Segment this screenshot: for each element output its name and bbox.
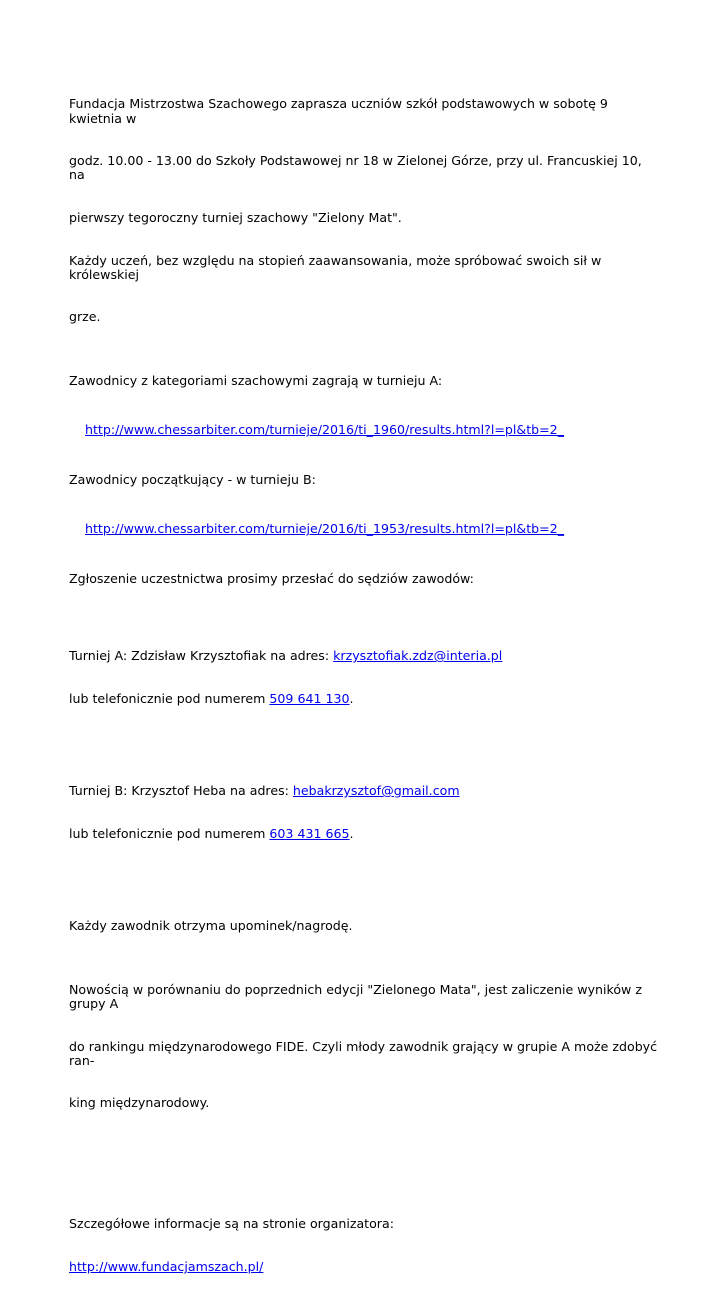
intro-line: pierwszy tegoroczny turniej szachowy "Zielony Mat". — [69, 210, 402, 226]
contact-b-email-line — [69, 784, 659, 798]
details-text: Szczegółowe informacje są na stronie organizatora: — [69, 1216, 394, 1232]
details-link-line — [69, 1260, 659, 1274]
document-page — [69, 69, 662, 1303]
contact-b-phone-suffix: . — [349, 825, 354, 841]
contact-b-phone-link[interactable]: 603 431 665 — [269, 825, 350, 841]
contact-b-phone-prefix: lub telefonicznie pod numerem — [69, 825, 270, 841]
tournament-a-intro: Zawodnicy z kategoriami szachowymi zagrają w turnieju A: — [69, 373, 443, 389]
contact-a-email-link[interactable]: krzysztofiak.zdz@interia.pl — [333, 648, 503, 664]
contact-a-phone-suffix: . — [349, 690, 354, 706]
contact-a-email-line — [69, 649, 659, 663]
intro-line: Każdy uczeń, bez względu na stopień zaawansowania, może spróbować swoich sił w królewskiej — [69, 252, 606, 282]
contact-a-paragraph — [69, 621, 659, 735]
novelty-line: do rankingu międzynarodowego FIDE. Czyli młody zawodnik grający w grupie A może zdobyć ran- — [69, 1038, 662, 1068]
intro-line: godz. 10.00 - 13.00 do Szkoły Podstawowej nr 18 w Zielonej Górze, przy ul. Francuskiej 10, na — [69, 153, 646, 183]
organizer-website-link[interactable]: http://www.fundacjamszach.pl/ — [69, 1259, 264, 1274]
prize-text: Każdy zawodnik otrzyma upominek/nagrodę. — [69, 918, 353, 934]
novelty-line: Nowością w porównaniu do poprzednich edycji "Zielonego Mata", jest zaliczenie wyników z grupy A — [69, 981, 646, 1011]
novelty-paragraph — [69, 954, 662, 1139]
tournament-b-results-link[interactable]: http://www.chessarbiter.com/turnieje/2016/ti_1953/results.html?l=pl&tb=2_ — [85, 521, 564, 537]
contact-a-phone-prefix: lub telefonicznie pod numerem — [69, 690, 270, 706]
contact-a-phone-link[interactable]: 509 641 130 — [269, 690, 350, 706]
contact-a-prefix: Turniej A: Zdzisław Krzysztofiak na adres: — [69, 648, 334, 664]
tournament-a-link-paragraph — [69, 409, 659, 452]
novelty-line: king międzynarodowy. — [69, 1095, 210, 1111]
tournament-a-results-link[interactable]: http://www.chessarbiter.com/turnieje/2016/ti_1960/results.html?l=pl&tb=2_ — [85, 422, 564, 438]
tournament-b-link-paragraph — [69, 508, 659, 551]
intro-line: Fundacja Mistrzostwa Szachowego zaprasza uczniów szkół podstawowych w sobotę 9 kwietnia w — [69, 96, 612, 126]
tournament-b-intro: Zawodnicy początkujący - w turnieju B: — [69, 471, 316, 487]
intro-paragraph — [69, 69, 659, 353]
contact-b-paragraph — [69, 756, 659, 870]
intro-line: grze. — [69, 309, 101, 325]
registration-text: Zgłoszenie uczestnictwa prosimy przesłać do sędziów zawodów: — [69, 570, 474, 586]
contact-b-email-link[interactable]: hebakrzysztof@gmail.com — [292, 782, 460, 798]
contact-b-phone-line — [69, 827, 659, 841]
details-paragraph — [69, 1189, 659, 1303]
contact-a-phone-line — [69, 692, 659, 706]
contact-b-prefix: Turniej B: Krzysztof Heba na adres: — [69, 782, 293, 798]
